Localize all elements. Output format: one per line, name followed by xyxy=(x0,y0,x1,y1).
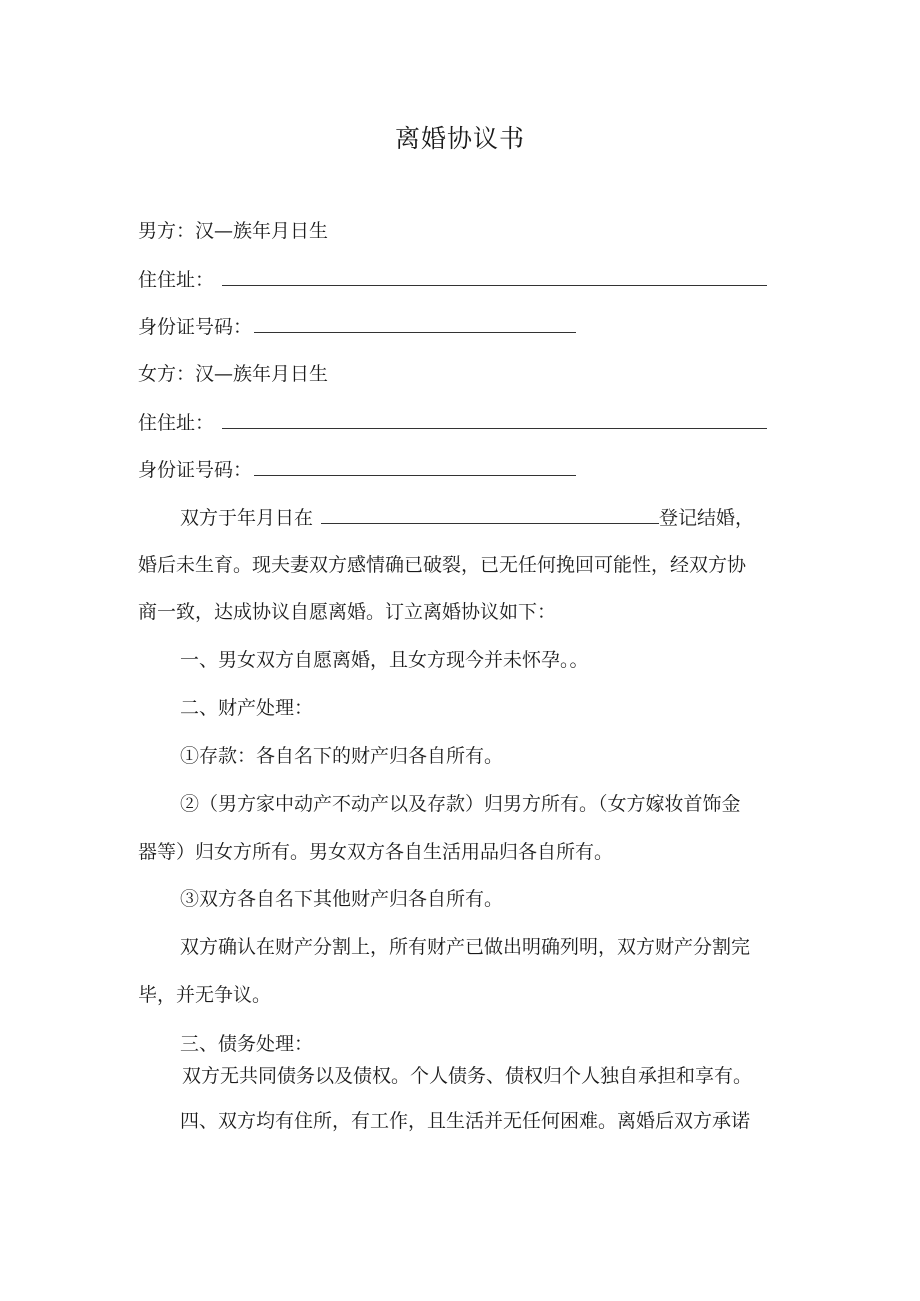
item2-3-text: ③双方各自名下其他财产归各自所有。 xyxy=(180,888,504,910)
item4-line1: 四、双方均有住所，有工作，且生活并无任何困难。离婚后双方承诺 xyxy=(180,1110,751,1132)
marriage-prefix: 双方于年月日在 xyxy=(180,507,314,529)
male-info-line: 男方：汉—族年月日生 xyxy=(138,220,329,242)
male-id-blank xyxy=(254,312,576,333)
para1-line2: 婚后未生育。现夫妻双方感情确已破裂，已无任何挽回可能性，经双方协 xyxy=(138,554,747,576)
female-id-blank xyxy=(254,455,576,476)
female-id-label: 身份证号码： xyxy=(138,459,253,481)
male-address-row xyxy=(138,265,767,294)
male-id-label: 身份证号码： xyxy=(138,316,253,338)
marriage-suffix: 登记结婚， xyxy=(659,507,755,529)
female-id-row xyxy=(138,455,576,484)
female-info-line: 女方：汉—族年月日生 xyxy=(138,363,329,385)
female-address-label: 住住址： xyxy=(138,412,215,434)
marriage-place-blank xyxy=(321,503,659,524)
item1-text: 一、男女双方自愿离婚，且女方现今并未怀孕。。 xyxy=(180,649,589,671)
male-id-row xyxy=(138,312,576,341)
confirm-line2: 毕，并无争议。 xyxy=(138,984,272,1006)
item2-1-text: ①存款：各自名下的财产归各自所有。 xyxy=(180,745,504,767)
male-address-blank xyxy=(222,265,767,286)
para1-line3: 商一致，达成协议自愿离婚。订立离婚协议如下： xyxy=(138,601,557,623)
item2-2-line1: ②（男方家中动产不动产以及存款）归男方所有。（女方嫁妆首饰金 xyxy=(180,793,741,815)
female-address-blank xyxy=(222,408,767,429)
item2-heading: 二、财产处理： xyxy=(180,697,314,719)
item2-2-line2: 器等）归女方所有。男女双方各自生活用品归各自所有。 xyxy=(138,841,614,863)
female-address-row xyxy=(138,408,767,437)
male-address-label: 住住址： xyxy=(138,269,215,291)
marriage-row xyxy=(180,503,754,532)
document-title: 离婚协议书 xyxy=(394,124,525,153)
item3-heading: 三、债务处理： xyxy=(180,1033,314,1055)
item3-body: 双方无共同债务以及债权。个人债务、债权归个人独自承担和享有。 xyxy=(182,1065,753,1087)
confirm-line1: 双方确认在财产分割上，所有财产已做出明确列明，双方财产分割完 xyxy=(180,936,751,958)
